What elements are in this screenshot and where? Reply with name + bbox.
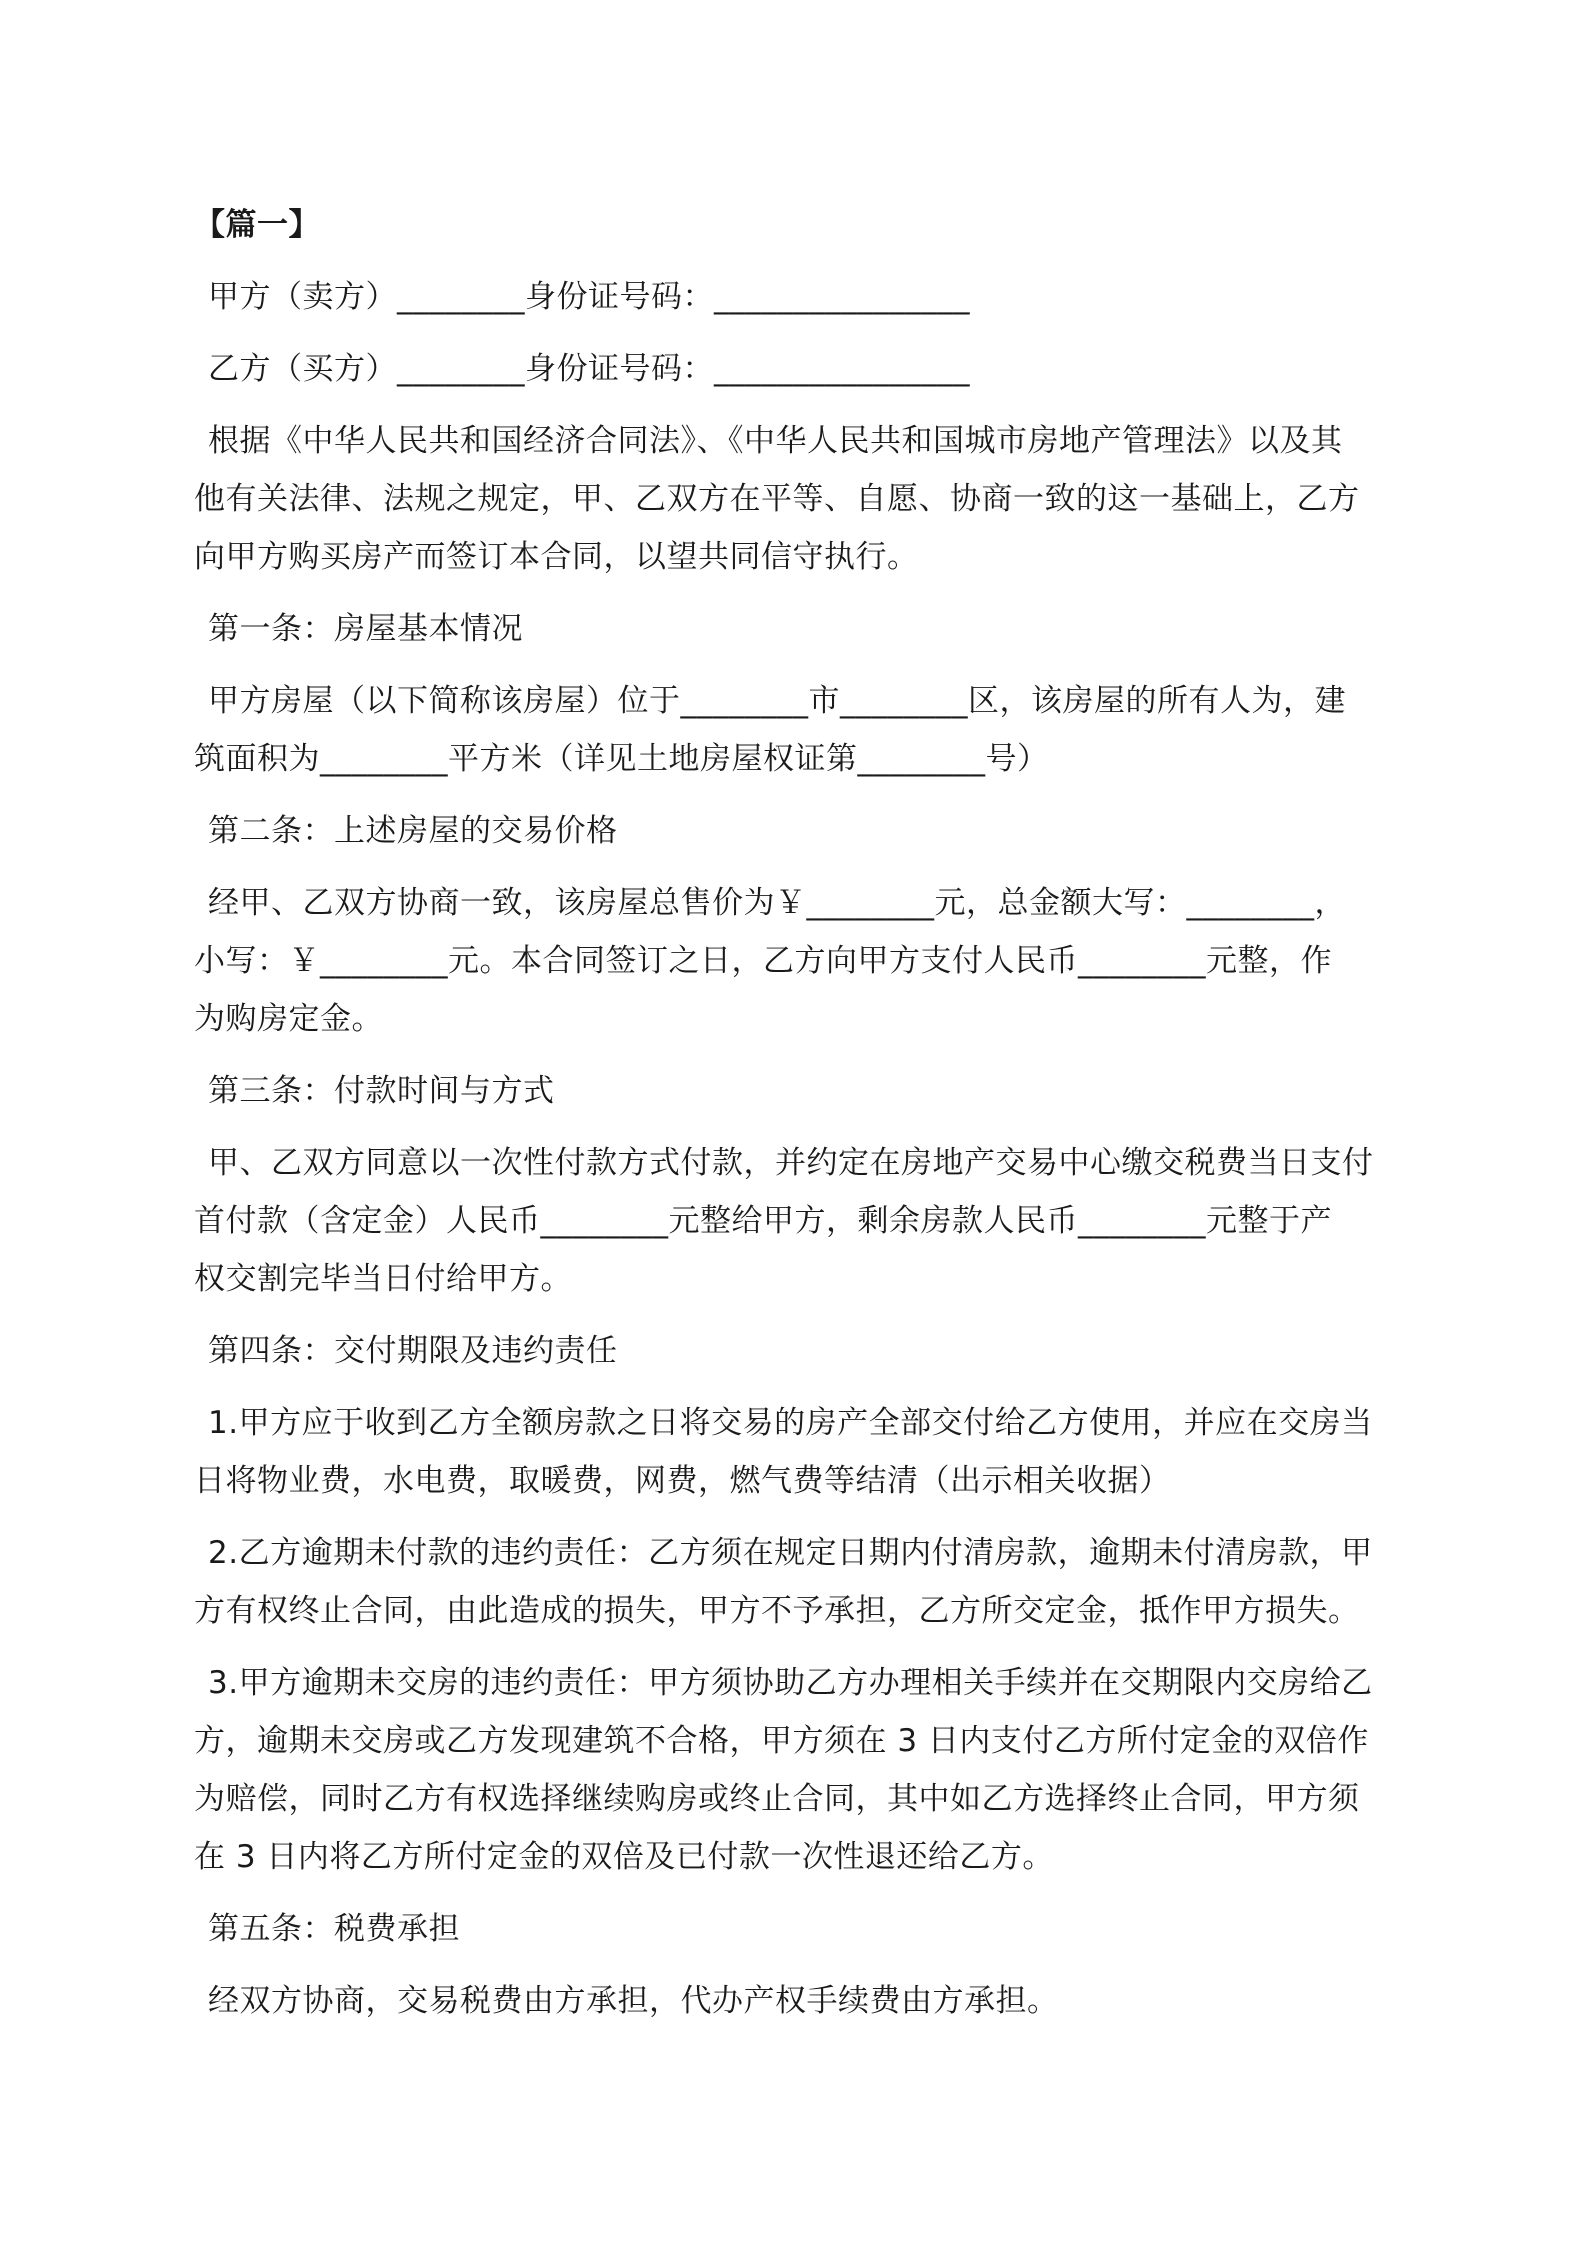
text-line: 筑面积为________平方米（详见土地房屋权证第________号） [194,741,1049,777]
text-line: 日将物业费，水电费，取暖费，网费，燃气费等结清（出示相关收据） [194,1463,1171,1499]
text-line: 为赔偿，同时乙方有权选择继续购房或终止合同，其中如乙方选择终止合同，甲方须 [194,1781,1360,1817]
text-line: 第一条：房屋基本情况 [208,611,523,647]
text-line: 第五条：税费承担 [208,1911,460,1947]
text-line: 方有权终止合同，由此造成的损失，甲方不予承担，乙方所交定金，抵作甲方损失。 [194,1593,1360,1629]
text-line: 甲方（卖方）________身份证号码：________________ [208,279,970,315]
article-2-body [194,874,1409,1048]
section-label: 【篇一】 [194,207,320,243]
article-4-clause-1 [194,1394,1409,1510]
article-1-heading [194,600,1409,658]
text-line: 2.乙方逾期未付款的违约责任：乙方须在规定日期内付清房款，逾期未付清房款，甲 [208,1535,1373,1571]
paragraph-seller [194,268,1409,326]
article-3-body [194,1134,1409,1308]
text-line: 经双方协商，交易税费由方承担，代办产权手续费由方承担。 [208,1983,1059,2019]
article-1-body [194,672,1409,788]
article-4-heading [194,1322,1409,1380]
article-4-clause-2 [194,1524,1409,1640]
article-5-body [194,1972,1409,2030]
article-5-heading [194,1900,1409,1958]
text-line: 为购房定金。 [194,1001,383,1037]
text-line: 第二条：上述房屋的交易价格 [208,813,618,849]
text-line: 经甲、乙双方协商一致，该房屋总售价为￥________元，总金额大写：________， [208,885,1346,921]
paragraph-preamble [194,412,1409,586]
paragraph-buyer [194,340,1409,398]
text-line: 甲、乙双方同意以一次性付款方式付款，并约定在房地产交易中心缴交税费当日支付 [208,1145,1374,1181]
text-line: 权交割完毕当日付给甲方。 [194,1261,572,1297]
article-3-heading [194,1062,1409,1120]
text-line: 方，逾期未交房或乙方发现建筑不合格，甲方须在 3 日内支付乙方所付定金的双倍作 [194,1723,1369,1759]
text-line: 在 3 日内将乙方所付定金的双倍及已付款一次性退还给乙方。 [194,1839,1054,1875]
text-line: 第四条：交付期限及违约责任 [208,1333,618,1369]
text-line: 1.甲方应于收到乙方全额房款之日将交易的房产全部交付给乙方使用，并应在交房当 [208,1405,1373,1441]
article-2-heading [194,802,1409,860]
text-line: 3.甲方逾期未交房的违约责任：甲方须协助乙方办理相关手续并在交期限内交房给乙 [208,1665,1373,1701]
text-line: 第三条：付款时间与方式 [208,1073,555,1109]
text-line: 乙方（买方）________身份证号码：________________ [208,351,970,387]
text-line: 向甲方购买房产而签订本合同，以望共同信守执行。 [194,539,919,575]
text-line: 甲方房屋（以下简称该房屋）位于________市________区，该房屋的所有人为，建 [208,683,1346,719]
document-body [194,196,1409,2030]
text-line: 他有关法律、法规之规定，甲、乙双方在平等、自愿、协商一致的这一基础上，乙方 [194,481,1360,517]
article-4-clause-3 [194,1654,1409,1886]
text-line: 根据《中华人民共和国经济合同法》、《中华人民共和国城市房地产管理法》以及其 [208,423,1343,459]
text-line: 首付款（含定金）人民币________元整给甲方，剩余房款人民币________元整于产 [194,1203,1332,1239]
text-line: 小写：￥________元。本合同签订之日，乙方向甲方支付人民币________元整，作 [194,943,1332,979]
